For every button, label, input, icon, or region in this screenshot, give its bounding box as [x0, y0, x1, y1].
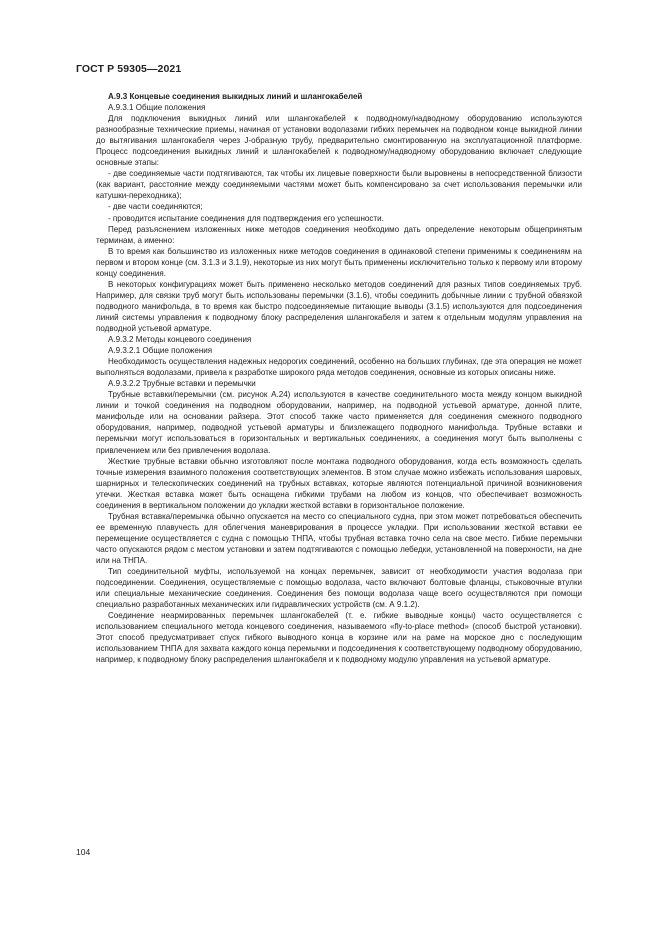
document-header: ГОСТ Р 59305—2021 [76, 63, 182, 75]
paragraph: В некоторых конфигурациях может быть применено несколько методов соединений для разных типов соединяемых труб. Например, для связки труб могут быть использованы перемычки (3.1.6), чтобы соединить добычные линии с трубной обвязкой подводного манифольда, в то время как быстро подсоединяемые питающие выводы (3.1.5) используются для подсоединения линий системы управления к подводному блоку распределения шлангокабеля и затем к отдельным модулям управления на подводной устьевой арматуре. [96, 279, 582, 333]
paragraph: Тип соединительной муфты, используемой на концах перемычек, зависит от необходимости участия водолаза при подсоединении. Соединения, осуществляемые с помощью водолаза, часто включают болтовые фланцы, стыковочные втулки или специальные механические соединения. Соединения без помощи водолаза чаще всего осуществляются при помощи специально разработанных механических или гидравлических устройств (см. А 9.1.2). [96, 567, 582, 610]
paragraph: Соединение неармированных перемычек шлангокабелей (т. е. гибкие выводные концы) часто осуществляется с использованием специального метода концевого соединения, называемого «fly-to-place method» (способ быстрой установки). Этот способ предусматривает спуск гибкого выводного конца в корзине или на раме на морское дно с последующим использованием ТНПА для захвата каждого конца перемычки и подсоединения к соответствующему подводному оборудованию, например, к подводному блоку распределения шлангокабеля и к подводному модулю управления на устьевой арматуре. [96, 611, 582, 665]
paragraph: Перед разъяснением изложенных ниже методов соединения необходимо дать определение некоторым общепринятым терминам, а именно: [96, 224, 582, 245]
paragraph: Жесткие трубные вставки обычно изготовляют после монтажа подводного оборудования, когда есть возможность сделать точные измерения взаимного положения соответствующих элементов. В этом случае можно избежать использования шаровых, шарнирных и телескопических соединений на трубных вставках, которые являются потенциальной причиной возникновения утечки. Жесткая вставка может быть оснащена гибкими трубами на любом из концов, что обеспечивает возможность соединения в вертикальном положении до укладки жесткой вставки в горизонтальное положение. [96, 456, 582, 510]
page-number: 104 [76, 847, 91, 857]
paragraph: В то время как большинство из изложенных ниже методов соединения в одинаковой степени применимы к соединениям на первом и втором конце (см. 3.1.3 и 3.1.9), некоторые из них могут быть применены исключительно только к первому или второму концу соединения. [96, 246, 582, 278]
paragraph: Для подключения выкидных линий или шлангокабелей к подводному/надводному оборудованию используются разнообразные технические приемы, начиная от установки водолазами гибких перемычек на подводном конце выкидной линии до вытягивания шлангокабеля через J-образную трубу, предварительно смонтированную на эксплуатационной платформе. Процесс подсоединения выкидных линий и шлангокабелей к подводному/надводному оборудованию включает следующие основные этапы: [96, 114, 582, 168]
paragraph: Трубная вставка/перемычка обычно опускается на место со специального судна, при этом может потребоваться обеспечить ее временную плавучесть для облегчения маневрирования в процессе укладки. При использовании жесткой вставки ее перемещение осуществляется с судна с помощью ТНПА, чтобы трубная вставка точно села на свое место. Гибкие перемычки часто опускаются рядом с местом установки и затем подтягиваются с помощью лебедки, установленной на поверхности, на дне или на ТНПА. [96, 511, 582, 565]
list-item: - две части соединяются; [108, 202, 203, 212]
subsection-heading-a-9-3-2: А.9.3.2 Методы концевого соединения [108, 335, 252, 345]
list-item: - две соединяемые части подтягиваются, так чтобы их лицевые поверхности были выровнены в непосредственной близости (как вариант, расстояние между соединяемыми частями может быть компенсировано за счет использования перемычки или катушки-переходника); [96, 169, 582, 201]
section-heading-a-9-3: А.9.3 Концевые соединения выкидных линий и шлангокабелей [108, 92, 363, 101]
subsection-heading-a-9-3-1: А.9.3.1 Общие положения [108, 103, 206, 113]
subsection-heading-a-9-3-2-1: А.9.3.2.1 Общие положения [108, 346, 213, 356]
subsection-heading-a-9-3-2-2: А.9.3.2.2 Трубные вставки и перемычки [108, 379, 256, 389]
list-item: - проводится испытание соединения для подтверждения его успешности. [108, 213, 384, 223]
document-body [96, 91, 582, 665]
paragraph: Необходимость осуществления надежных недорогих соединений, особенно на больших глубинах, где эта операция не может выполняться водолазами, привела к разработке широкого ряда методов соединения, основные из которых описаны ниже. [96, 357, 582, 378]
paragraph: Трубные вставки/перемычки (см. рисунок А.24) используются в качестве соединительного моста между концом выкидной линии и точкой соединения на подводном оборудовании, например, на подводной устьевой арматуре, донной плите, манифольде или на основании райзера. Этот способ также часто применяется для соединения смежного подводного оборудования, например, подводной устьевой арматуры и близлежащего подводного манифольда. Трубные вставки и перемычки могут использоваться в горизонтальных и вертикальных соединениях, а соединения могут быть выполнены с привлечением или без привлечения водолаза. [96, 390, 582, 455]
